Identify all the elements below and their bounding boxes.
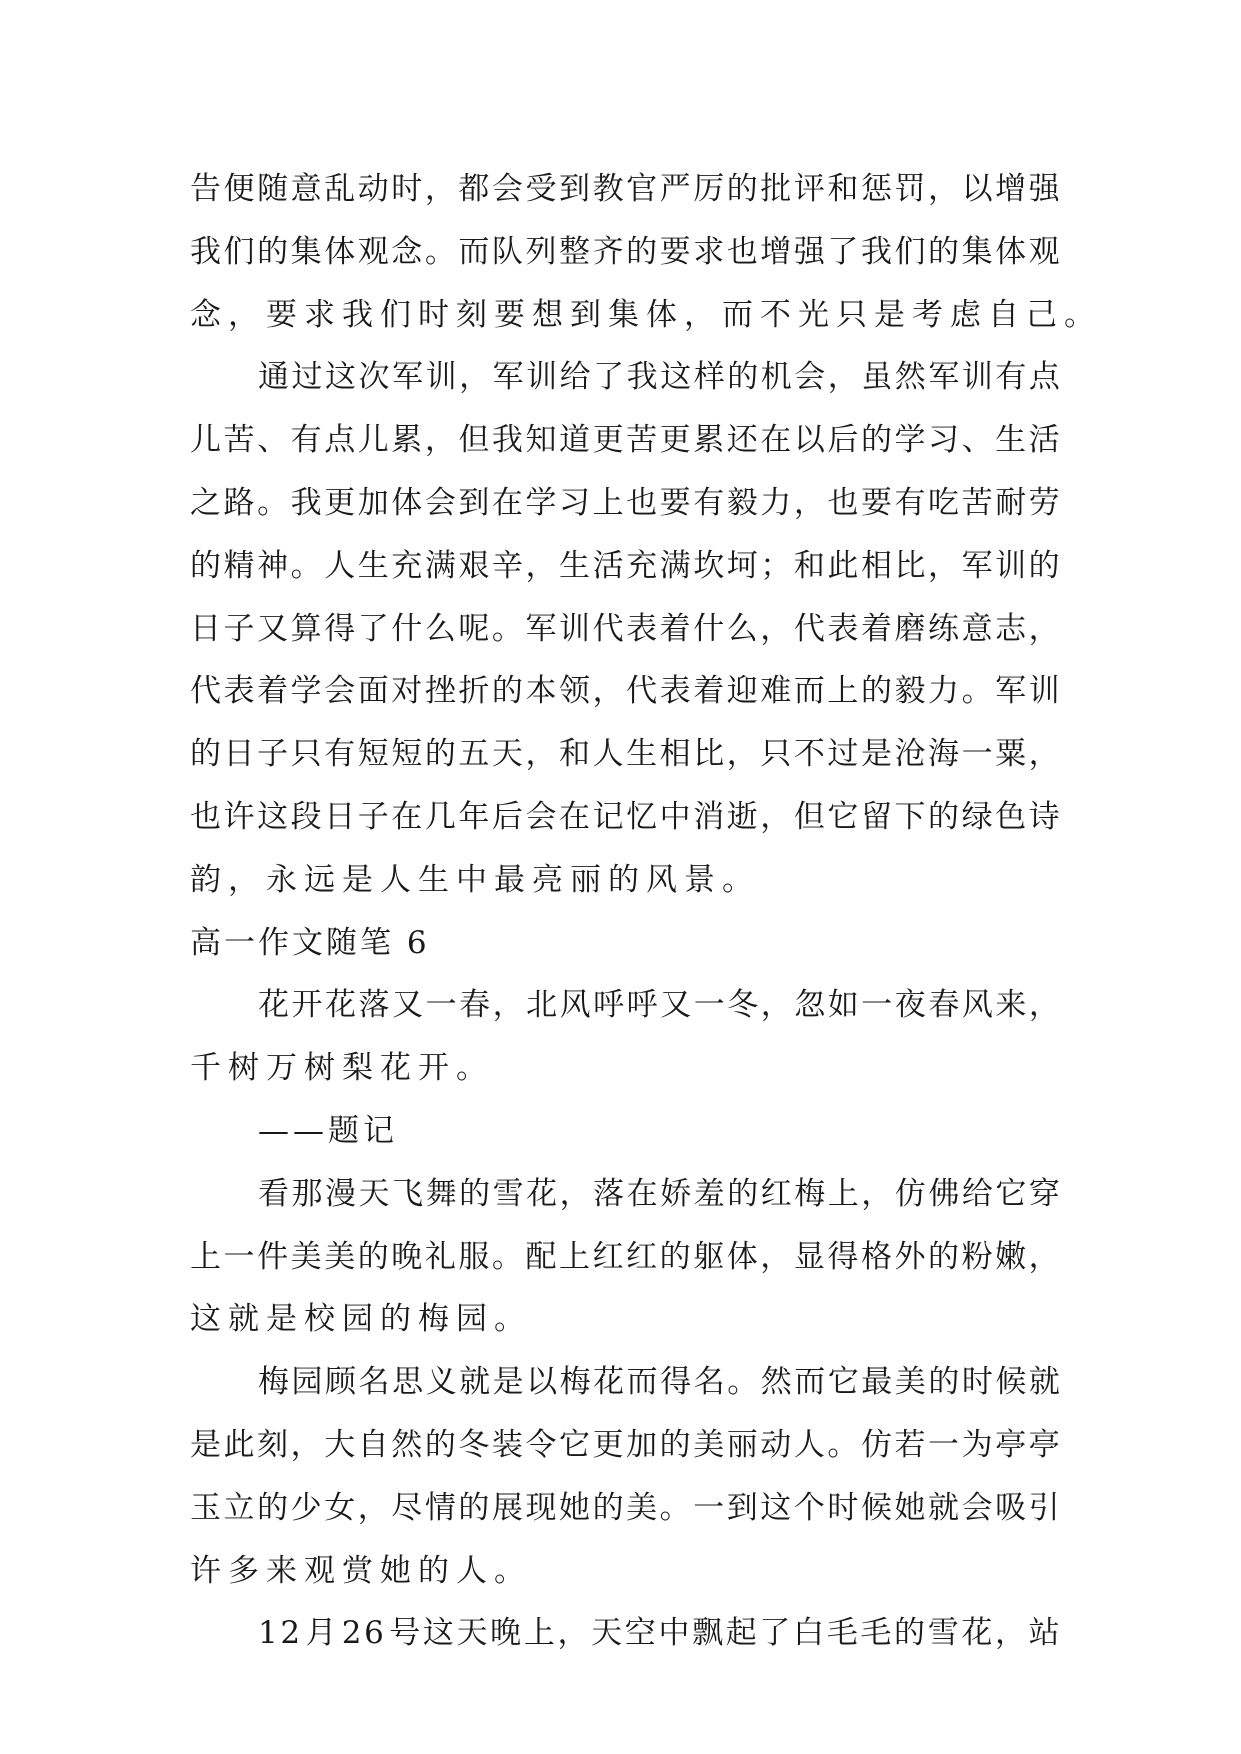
text-line: 韵，永远是人生中最亮丽的风景。: [190, 861, 760, 898]
text-line: 日 子 又 算 得 了 什 么 呢 。 军 训 代 表 着 什 么 ， 代 表 着 磨 练 意 志 ，: [190, 610, 1060, 647]
paragraph-first-line: 1 2 月 2 6 号 这 天 晚 上 ， 天 空 中 飘 起 了 白 毛 毛 的 雪 花 ， 站: [258, 1615, 1060, 1652]
text-line: 告 便 随 意 乱 动 时 ， 都 会 受 到 教 官 严 厉 的 批 评 和 惩 罚 ， 以 增 强: [190, 171, 1060, 207]
text-line: 的 精 神 。 人 生 充 满 艰 辛 ， 生 活 充 满 坎 坷 ； 和 此 相 比 ， 军 训 的: [190, 547, 1060, 584]
text-line: 之 路 。 我 更 加 体 会 到 在 学 习 上 也 要 有 毅 力 ， 也 要 有 吃 苦 耐 劳: [190, 484, 1060, 521]
text-line: 许多来观赏她的人。: [190, 1552, 532, 1589]
paragraph-first-line: 通 过 这 次 军 训 ， 军 训 给 了 我 这 样 的 机 会 ， 虽 然 军 训 有 点: [258, 359, 1060, 396]
text-line: 这就是校园的梅园。: [190, 1301, 532, 1338]
text-line: 千树万树梨花开。: [190, 1050, 494, 1087]
text-line: 上 一 件 美 美 的 晚 礼 服 。 配 上 红 红 的 躯 体 ， 显 得 格 外 的 粉 嫩 ，: [190, 1238, 1060, 1275]
text-line: 玉 立 的 少 女 ， 尽 情 的 展 现 她 的 美 。 一 到 这 个 时 候 她 就 会 吸 引: [190, 1489, 1060, 1526]
section-heading: 高一作文随笔 6: [190, 924, 430, 961]
text-line: 我 们 的 集 体 观 念 。 而 队 列 整 齐 的 要 求 也 增 强 了 我 们 的 集 体 观: [190, 233, 1060, 270]
paragraph-first-line: 梅 园 顾 名 思 义 就 是 以 梅 花 而 得 名 。 然 而 它 最 美 的 时 候 就: [258, 1364, 1060, 1401]
text-line: 也 许 这 段 日 子 在 几 年 后 会 在 记 忆 中 消 逝 ， 但 它 留 下 的 绿 色 诗: [190, 798, 1060, 835]
text-line: 代 表 着 学 会 面 对 挫 折 的 本 领 ， 代 表 着 迎 难 而 上 的 毅 力 。 军 训: [190, 673, 1060, 710]
essay-body: [190, 158, 1102, 1665]
text-line: 的 日 子 只 有 短 短 的 五 天 ， 和 人 生 相 比 ， 只 不 过 是 沧 海 一 粟 ，: [190, 736, 1060, 773]
text-line: 儿 苦 、 有 点 儿 累 ， 但 我 知 道 更 苦 更 累 还 在 以 后 的 学 习 、 生 活: [190, 422, 1060, 459]
epigraph-signature: ——题记: [258, 1112, 398, 1149]
text-line: 是 此 刻 ， 大 自 然 的 冬 装 令 它 更 加 的 美 丽 动 人 。 仿 若 一 为 亭 亭: [190, 1426, 1060, 1463]
paragraph-first-line: 花 开 花 落 又 一 春 ， 北 风 呼 呼 又 一 冬 ， 忽 如 一 夜 春 风 来 ，: [258, 987, 1060, 1024]
text-line: 念，要求我们时刻要想到集体，而不光只是考虑自己。: [190, 296, 1102, 333]
paragraph-first-line: 看 那 漫 天 飞 舞 的 雪 花 ， 落 在 娇 羞 的 红 梅 上 ， 仿 佛 给 它 穿: [258, 1175, 1060, 1212]
